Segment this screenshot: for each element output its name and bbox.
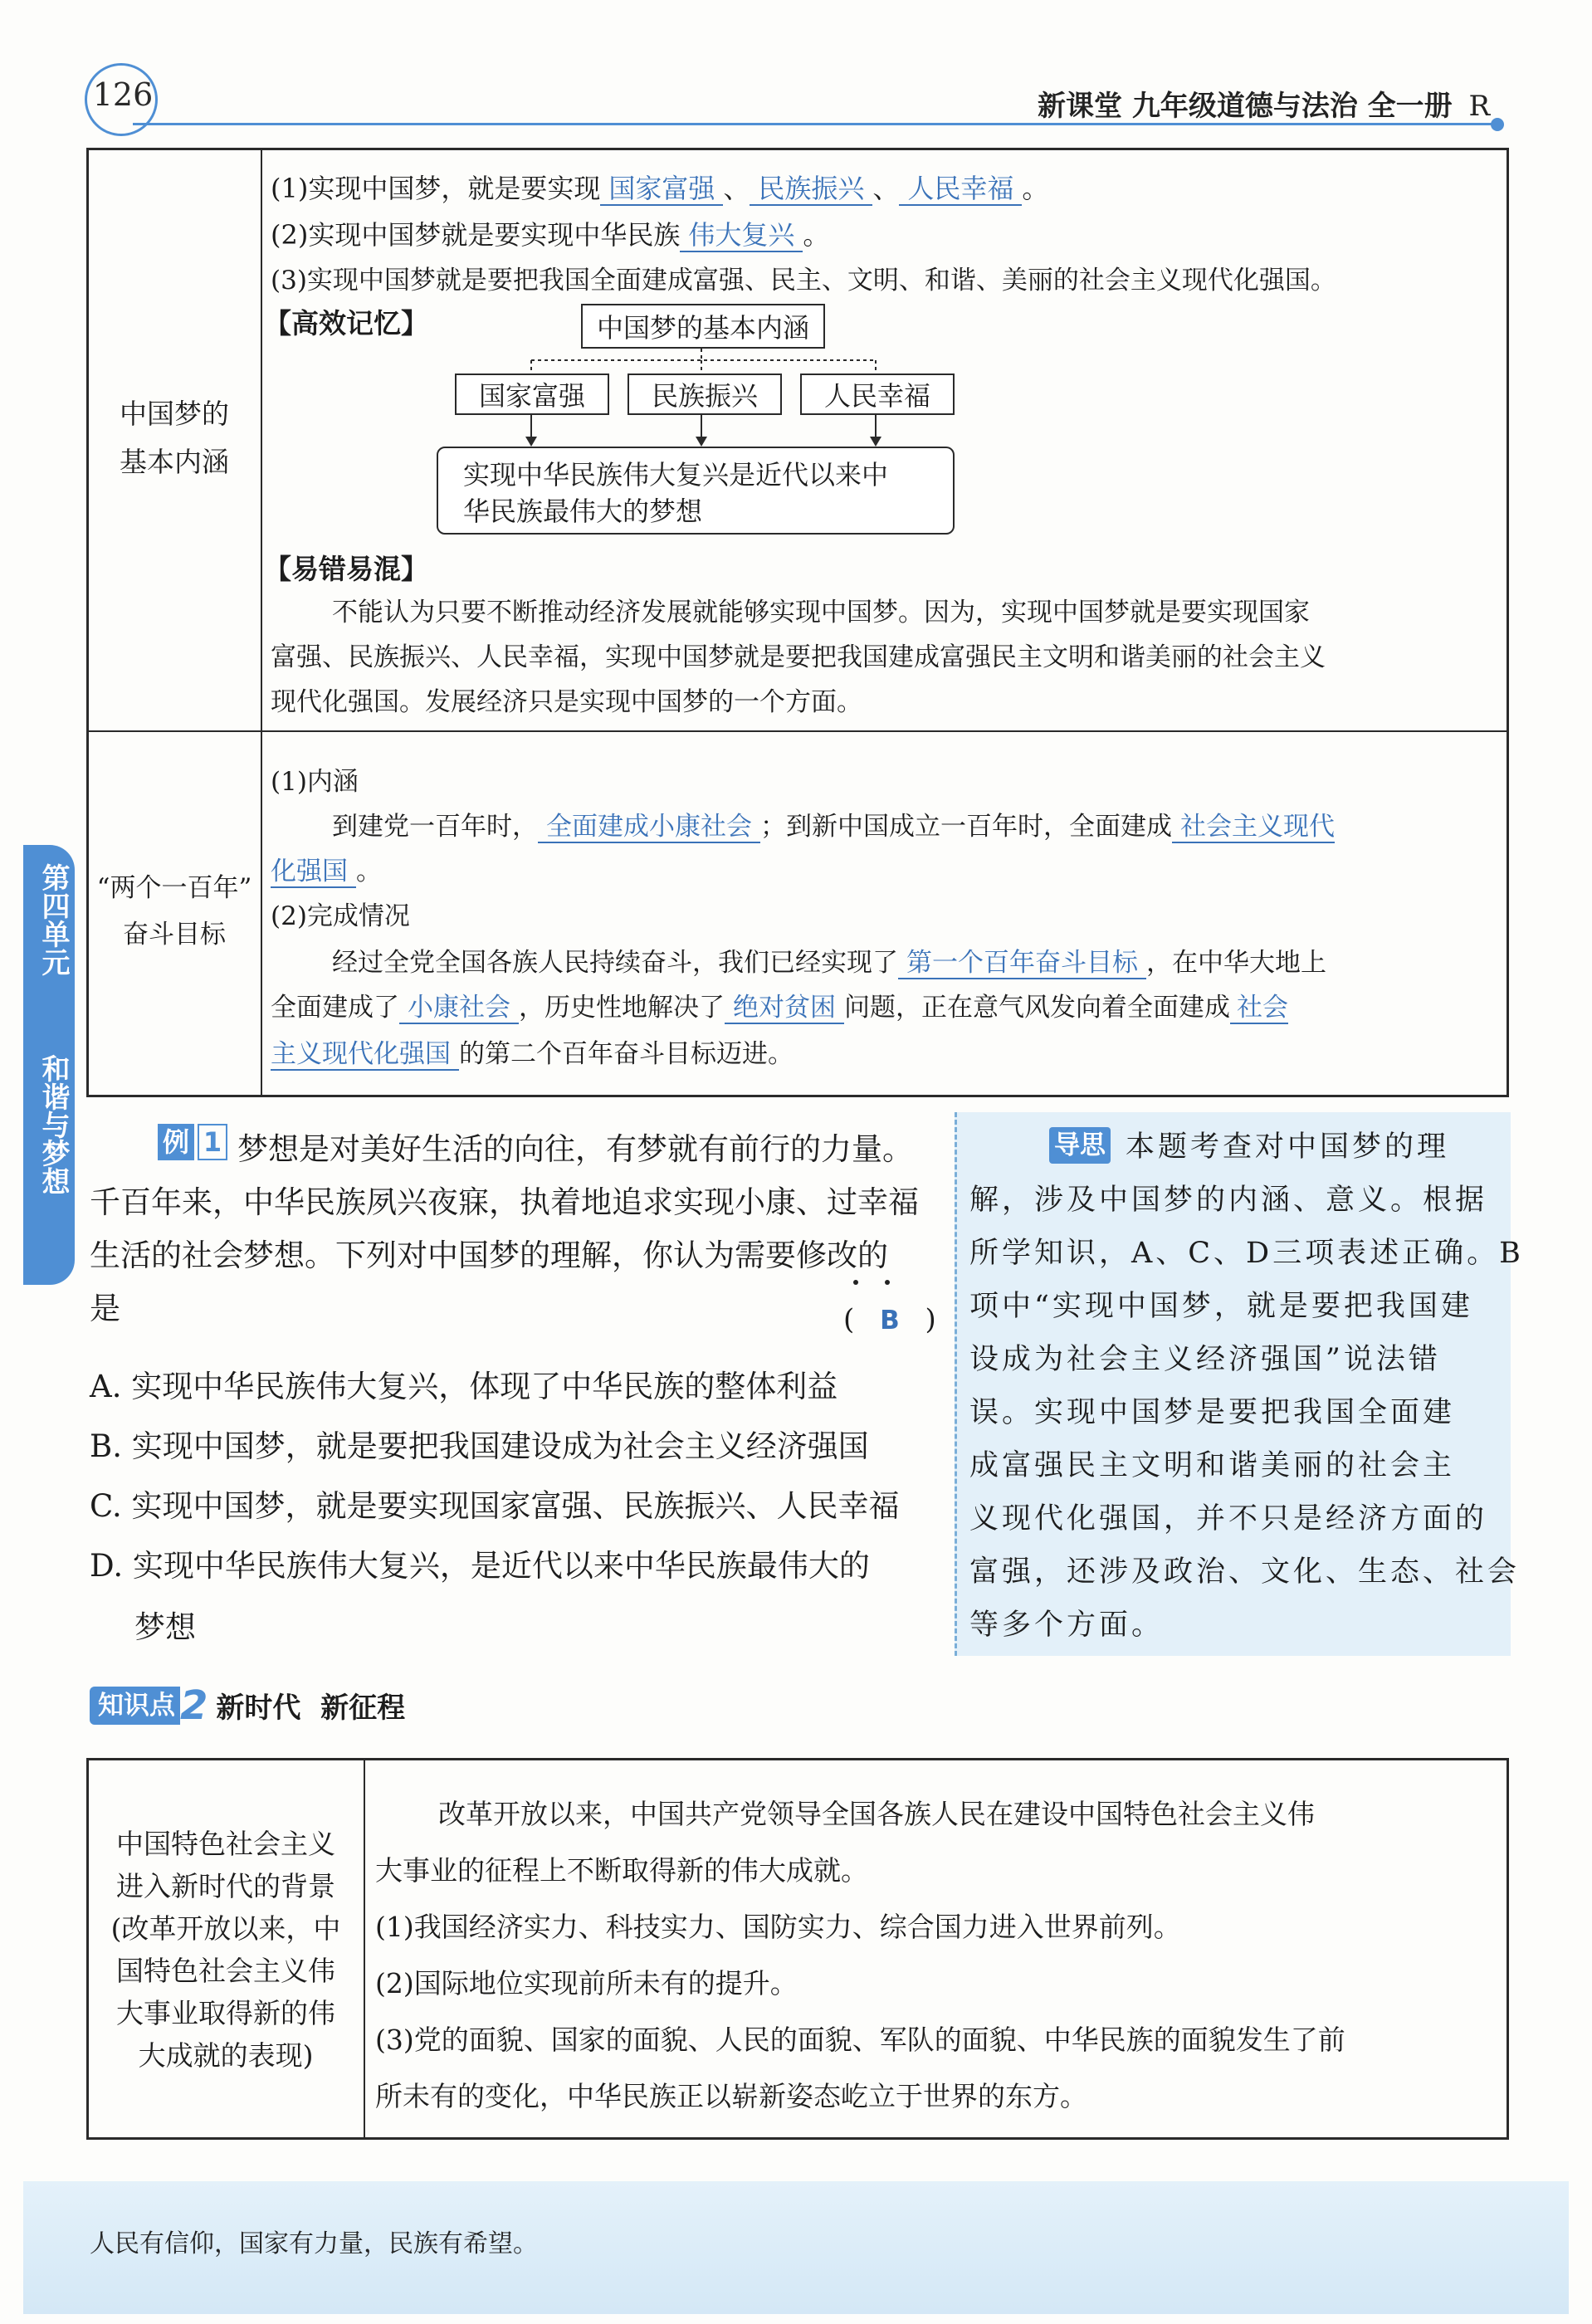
guide-tag: 导思 bbox=[1049, 1127, 1111, 1164]
memory-diagram-connectors bbox=[0, 0, 1592, 747]
row-label-two-centenary bbox=[88, 865, 261, 958]
answer-blank: 绝对贫困 bbox=[725, 993, 844, 1024]
mistake-line: 不能认为只要不断推动经济发展就能够实现中国梦。因为，实现中国梦就是要实现国家 bbox=[332, 598, 1310, 627]
emphasis-dots bbox=[845, 1280, 895, 1286]
mistake-line: 现代化强国。发展经济只是实现中国梦的一个方面。 bbox=[271, 687, 862, 717]
answer-blank: 社会 bbox=[1230, 993, 1288, 1024]
guide-line: 富强，还涉及政治、文化、生态、社会 bbox=[969, 1555, 1521, 1589]
mistake-line: 富强、民族振兴、人民幸福，实现中国梦就是要把我国建成富强民主文明和谐美丽的社会主义 bbox=[271, 642, 1326, 672]
footer-motto: 人民有信仰，国家有力量，民族有希望。 bbox=[90, 2229, 538, 2258]
goals-line bbox=[332, 941, 1326, 979]
example-tag bbox=[158, 1124, 227, 1160]
item-end: 。 bbox=[803, 219, 830, 251]
guide-line: 解，涉及中国梦的内涵、意义。根据 bbox=[969, 1184, 1488, 1217]
meaning-item-3: (3)实现中国梦就是要把我国全面建成富强、民主、文明、和谐、美丽的社会主义现代化强国。 bbox=[271, 266, 1336, 295]
label-line: 大成就的表现) bbox=[138, 2039, 314, 2072]
answer-blank: 小康社会 bbox=[399, 993, 519, 1024]
item-text: (2)实现中国梦就是要实现中华民族 bbox=[271, 219, 681, 251]
memory-title: 【高效记忆】 bbox=[264, 307, 428, 339]
diagram-top-box: 中国梦的基本内涵 bbox=[581, 304, 825, 349]
goals-subheading: (2)完成情况 bbox=[271, 901, 410, 931]
option-d: D. 实现中华民族伟大复兴，是近代以来中华民族最伟大的 bbox=[90, 1548, 870, 1584]
option-c: C. 实现中国梦，就是要实现国家富强、民族振兴、人民幸福 bbox=[90, 1488, 900, 1524]
bracket-open: ( bbox=[843, 1303, 855, 1336]
diagram-box-prosperity: 国家富强 bbox=[455, 374, 609, 415]
knowledge-point-heading bbox=[90, 1682, 406, 1729]
label-line: 进入新时代的背景 bbox=[116, 1870, 335, 1902]
guide-line: 本题考查对中国梦的理 bbox=[1126, 1130, 1450, 1164]
diagram-bottom-box bbox=[437, 447, 955, 535]
item-text: (1)实现中国梦，就是要实现 bbox=[271, 173, 601, 204]
diagram-bottom-line: 实现中华民族伟大复兴是近代以来中 bbox=[463, 459, 889, 491]
guide-line: 误。实现中国梦是要把我国全面建 bbox=[969, 1396, 1456, 1429]
answer-blank: 国家富强 bbox=[600, 173, 723, 206]
separator: 、 bbox=[872, 173, 900, 204]
diagram-box-rejuvenation: 民族振兴 bbox=[628, 374, 782, 415]
diagram-bottom-line: 华民族最伟大的梦想 bbox=[463, 496, 703, 527]
text: ，在中华大地上 bbox=[1146, 948, 1326, 978]
knowledge-number: 2 bbox=[180, 1682, 208, 1729]
label-line: 中国特色社会主义 bbox=[116, 1828, 335, 1860]
text: 到建党一百年时， bbox=[332, 812, 538, 842]
example-tag-number: 1 bbox=[198, 1124, 227, 1160]
answer-blank: 全面建成小康社会 bbox=[538, 812, 760, 843]
answer-blank: 第一个百年奋斗目标 bbox=[898, 948, 1146, 979]
edition-mark: R bbox=[1468, 90, 1491, 123]
table2-line: 所未有的变化，中华民族正以崭新姿态屹立于世界的东方。 bbox=[375, 2080, 1087, 2112]
label-line: 国特色社会主义伟 bbox=[116, 1955, 335, 1987]
diagram-box-happiness: 人民幸福 bbox=[800, 374, 955, 415]
question-line: 梦想是对美好生活的向往，有梦就有前行的力量。 bbox=[237, 1131, 913, 1167]
goals-line bbox=[271, 850, 382, 887]
side-tab-unit: 第四单元 bbox=[37, 863, 70, 976]
text: 问题，正在意气风发向着全面建成 bbox=[844, 993, 1230, 1023]
guide-line: 义现代化强国，并不只是经济方面的 bbox=[969, 1502, 1488, 1536]
goals-line bbox=[271, 1033, 794, 1070]
row-label-line: 中国梦的 bbox=[120, 398, 229, 430]
text: ；到新中国成立一百年时，全面建成 bbox=[760, 812, 1172, 842]
mistake-title: 【易错易混】 bbox=[264, 553, 428, 585]
knowledge-title: 新时代 新征程 bbox=[216, 1692, 406, 1725]
question-line: 千百年来，中华民族夙兴夜寐，执着地追求实现小康、过幸福 bbox=[90, 1184, 919, 1220]
guide-line: 设成为社会主义经济强国”说法错 bbox=[969, 1343, 1441, 1376]
side-tab-title: 和谐与梦想 bbox=[37, 1054, 70, 1195]
label-line: (改革开放以来，中 bbox=[110, 1912, 341, 1945]
guide-line: 项中“实现中国梦，就是要把我国建 bbox=[969, 1290, 1473, 1323]
table2-column-divider bbox=[364, 1758, 365, 2140]
guide-line: 等多个方面。 bbox=[969, 1609, 1165, 1642]
text: 全面建成了 bbox=[271, 993, 399, 1023]
answer-blank: 人民幸福 bbox=[899, 173, 1022, 206]
answer-blank: 社会主义现代 bbox=[1172, 812, 1335, 843]
page-number: 126 bbox=[92, 76, 154, 113]
text: 经过全党全国各族人民持续奋斗，我们已经实现了 bbox=[332, 948, 898, 978]
example-tag-label: 例 bbox=[158, 1124, 194, 1160]
text: ，历史性地解决了 bbox=[519, 993, 725, 1023]
text: 。 bbox=[356, 857, 382, 886]
answer-blank: 伟大复兴 bbox=[680, 219, 803, 252]
guide-line: 成富强民主文明和谐美丽的社会主 bbox=[969, 1449, 1456, 1482]
answer-blank: 主义现代化强国 bbox=[271, 1039, 459, 1071]
goals-line bbox=[332, 805, 1335, 842]
answer-letter: B bbox=[880, 1306, 900, 1335]
table2-row-label bbox=[88, 1823, 364, 2077]
option-a: A. 实现中华民族伟大复兴，体现了中华民族的整体利益 bbox=[90, 1369, 838, 1404]
answer-blank: 化强国 bbox=[271, 857, 356, 888]
table2-line: 改革开放以来，中国共产党领导全国各族人民在建设中国特色社会主义伟 bbox=[438, 1798, 1315, 1830]
table2-line: (2)国际地位实现前所未有的提升。 bbox=[375, 1967, 798, 1999]
table2-line: (1)我国经济实力、科技实力、国防实力、综合国力进入世界前列。 bbox=[375, 1911, 1181, 1943]
bracket-close: ) bbox=[925, 1303, 936, 1336]
goals-line bbox=[271, 986, 1288, 1023]
text: 的第二个百年奋斗目标迈进。 bbox=[459, 1039, 794, 1069]
row-label-line: 奋斗目标 bbox=[123, 920, 226, 950]
label-line: 大事业取得新的伟 bbox=[116, 1997, 335, 2029]
table2-line: 大事业的征程上不断取得新的伟大成就。 bbox=[375, 1854, 868, 1887]
book-title-text: 新课堂 九年级道德与法治 全一册 bbox=[1038, 90, 1453, 123]
question-line: 是 bbox=[90, 1291, 120, 1326]
option-b: B. 实现中国梦，就是要把我国建设成为社会主义经济强国 bbox=[90, 1428, 869, 1464]
row-label-line: “两个一百年” bbox=[96, 873, 252, 903]
row-label-line: 基本内涵 bbox=[120, 446, 229, 478]
item-end: 。 bbox=[1022, 173, 1049, 204]
question-line: 生活的社会梦想。下列对中国梦的理解，你认为需要修改的 bbox=[90, 1238, 888, 1273]
option-d-continuation: 梦想 bbox=[134, 1609, 196, 1645]
answer-bracket bbox=[843, 1303, 936, 1336]
table2-line: (3)党的面貌、国家的面貌、人民的面貌、军队的面貌、中华民族的面貌发生了前 bbox=[375, 2024, 1345, 2056]
guide-line: 所学知识，A、C、D三项表述正确。B bbox=[969, 1237, 1524, 1270]
goals-subheading: (1)内涵 bbox=[271, 767, 359, 797]
answer-blank: 民族振兴 bbox=[750, 173, 872, 206]
separator: 、 bbox=[723, 173, 750, 204]
knowledge-tag: 知识点 bbox=[90, 1687, 180, 1725]
